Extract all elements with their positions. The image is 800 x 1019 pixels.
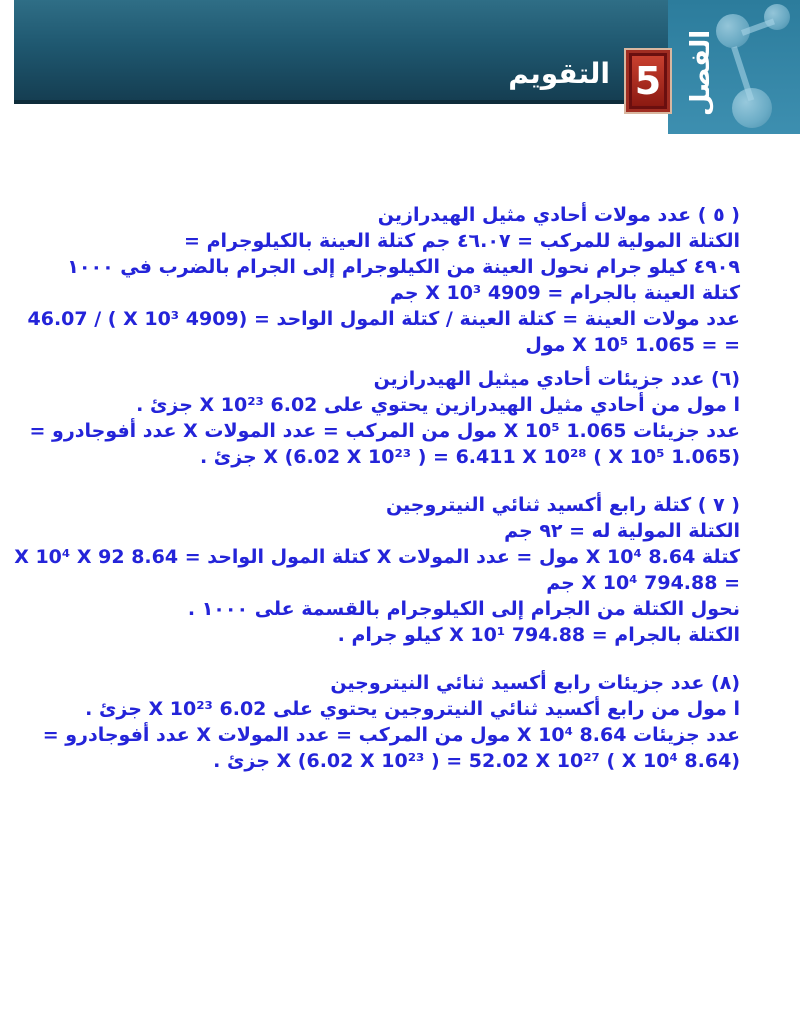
section-8 [42,670,740,774]
chapter-label: الفصل [686,29,716,116]
header-divider [14,100,672,104]
text-line: = = 1.065 X 10⁵ مول [525,334,740,356]
text-line: = 794.88 X 10⁴ جم [546,572,740,594]
text-line: (٨) عدد جزيئات رابع أكسيد ثنائي النيتروجين [330,672,740,694]
text-line: عدد مولات العينة = كتلة العينة / كتلة المول الواحد = (4909 X 10³ ) / 46.07 [27,308,740,330]
section-5 [27,202,740,358]
text-line: عدد جزيئات 8.64 X 10⁴ مول من المركب = عدد المولات X عدد أفوجادرو = [42,724,740,746]
text-line: (٦) عدد جزيئات أحادي ميثيل الهيدرازين [373,368,740,390]
chapter-number: 5 [632,56,664,106]
text-line: كتلة العينة بالجرام = 4909 X 10³ جم [390,282,740,304]
text-line: الكتلة بالجرام = 794.88 X 10¹ كيلو جرام . [337,624,740,646]
text-line: (8.64 X 10⁴ ) X (6.02 X 10²³ ) = 52.02 X 10²⁷ جزئ . [213,750,740,772]
text-line: ا مول من أحادي مثيل الهيدرازين يحتوي على 6.02 X 10²³ جزئ . [136,394,740,416]
text-line: ( ٥ ) عدد مولات أحادي مثيل الهيدرازين [377,204,740,226]
text-line: ( ٧ ) كتلة رابع أكسيد ثنائي النيتروجين [385,494,740,516]
section-6 [29,366,740,470]
text-line: الكتلة المولية له = ٩٢ جم [504,520,740,542]
text-line: الكتلة المولية للمركب = ٤٦.٠٧ جم كتلة العينة بالكيلوجرام = [184,230,740,252]
text-line: ٤٩٠٩ كيلو جرام نحول العينة من الكيلوجرام إلى الجرام بالضرب في ١٠٠٠ [67,256,740,278]
page-title: التقويم [508,57,610,90]
text-line: عدد جزيئات 1.065 X 10⁵ مول من المركب = عدد المولات X عدد أفوجادرو = [29,420,740,442]
answer-content [14,202,740,774]
text-line: كتلة 8.64 X 10⁴ مول = عدد المولات X كتلة المول الواحد = 8.64 X 10⁴ X 92 [14,546,740,568]
chapter-number-badge [624,48,672,114]
text-line: (1.065 X 10⁵ ) X (6.02 X 10²³ ) = 6.411 X 10²⁸ جزئ . [199,446,740,468]
section-7 [14,492,740,648]
text-line: نحول الكتلة من الجرام إلى الكيلوجرام بالقسمة على ١٠٠٠ . [187,598,740,620]
text-line: ا مول من رابع أكسيد ثنائي النيتروجين يحتوي على 6.02 X 10²³ جزئ . [85,698,740,720]
